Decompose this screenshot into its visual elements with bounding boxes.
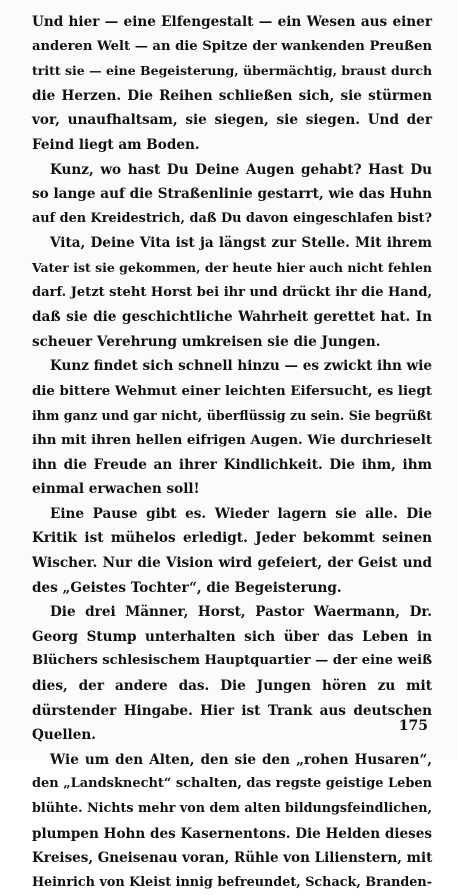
text-line: des „Geistes Tochter“, die Begeisterung. <box>32 579 342 596</box>
text-line: Heinrich von Kleist innig befreundet, Schack, Branden- <box>32 874 432 890</box>
text-line: Wie um den Alten, den sie den „rohen Husaren“, <box>50 751 432 768</box>
text-line: darf. Jetzt steht Horst bei ihr und drückt ihr die Hand, <box>32 284 432 300</box>
body-text <box>32 10 432 895</box>
text-line: den „Landsknecht“ schalten, das regste geistige Leben <box>32 776 433 792</box>
text-line: vor, unaufhaltsam, sie siegen, sie siegen. Und der <box>32 112 432 129</box>
text-line: blühte. Nichts mehr von dem alten bildungsfeindlichen, <box>32 801 432 816</box>
text-line: ihn die Freude an ihrer Kindlichkeit. Die ihm, ihm <box>32 456 432 473</box>
text-line: ihn mit ihren hellen eifrigen Augen. Wie durchrieselt <box>32 432 433 449</box>
text-line: dies, der andere das. Die Jungen hören zu mit <box>32 678 432 695</box>
text-line: tritt sie — eine Begeisterung, übermächtig, braust durch <box>32 63 433 79</box>
text-line: Die drei Männer, Horst, Pastor Waermann, Dr. <box>50 604 432 621</box>
text-line: Kritik ist mühelos erledigt. Jeder bekommt seinen <box>32 530 432 547</box>
text-line: Kunz, wo hast Du Deine Augen gehabt? Hast Du <box>50 161 432 178</box>
text-line: Und hier — eine Elfengestalt — ein Wesen aus einer <box>32 14 432 30</box>
text-line: Georg Stump unterhalten sich über das Leben in <box>32 628 432 645</box>
text-line: Vater ist sie gekommen, der heute hier auch nicht fehlen <box>32 259 432 275</box>
text-line: plumpen Hohn des Kasernentons. Die Helden dieses <box>32 825 433 842</box>
text-line: anderen Welt — an die Spitze der wankenden Preußen <box>32 38 432 54</box>
text-line: Blüchers schlesischem Hauptquartier — der eine weiß <box>32 653 433 669</box>
text-line: die Herzen. Die Reihen schließen sich, sie stürmen <box>32 87 432 104</box>
text-line: Feind liegt am Boden. <box>32 136 200 153</box>
text-line: Kreises, Gneisenau voran, Rühle von Lilienstern, mit <box>32 850 433 867</box>
page-number: 175 <box>398 718 428 734</box>
text-line: dürstender Hingabe. Hier ist Trank aus deutschen <box>32 702 432 719</box>
text-line: Vita, Deine Vita ist ja längst zur Stelle. Mit ihrem <box>50 235 432 252</box>
text-line: Wischer. Nur die Vision wird gefeiert, der Geist und <box>32 555 432 572</box>
text-line: daß sie die geschichtliche Wahrheit gerettet hat. In <box>32 309 432 326</box>
text-line: einmal erwachen soll! <box>32 481 200 498</box>
text-line: ihm ganz und gar nicht, überflüssig zu sein. Sie begrüßt <box>32 407 432 423</box>
text-line: so lange auf die Straßenlinie gestarrt, wie das Huhn <box>32 186 432 203</box>
text-line: Quellen. <box>32 727 96 744</box>
text-line: scheuer Verehrung umkreisen sie die Jungen. <box>32 333 381 350</box>
text-line: Kunz findet sich schnell hinzu — es zwickt ihn wie <box>50 358 433 375</box>
text-line: die bittere Wehmut einer leichten Eifersucht, es liegt <box>32 382 432 399</box>
text-line: auf den Kreidestrich, daß Du davon eingeschlafen bist? <box>32 210 432 226</box>
text-line: Eine Pause gibt es. Wieder lagern sie alle. Die <box>50 505 432 522</box>
